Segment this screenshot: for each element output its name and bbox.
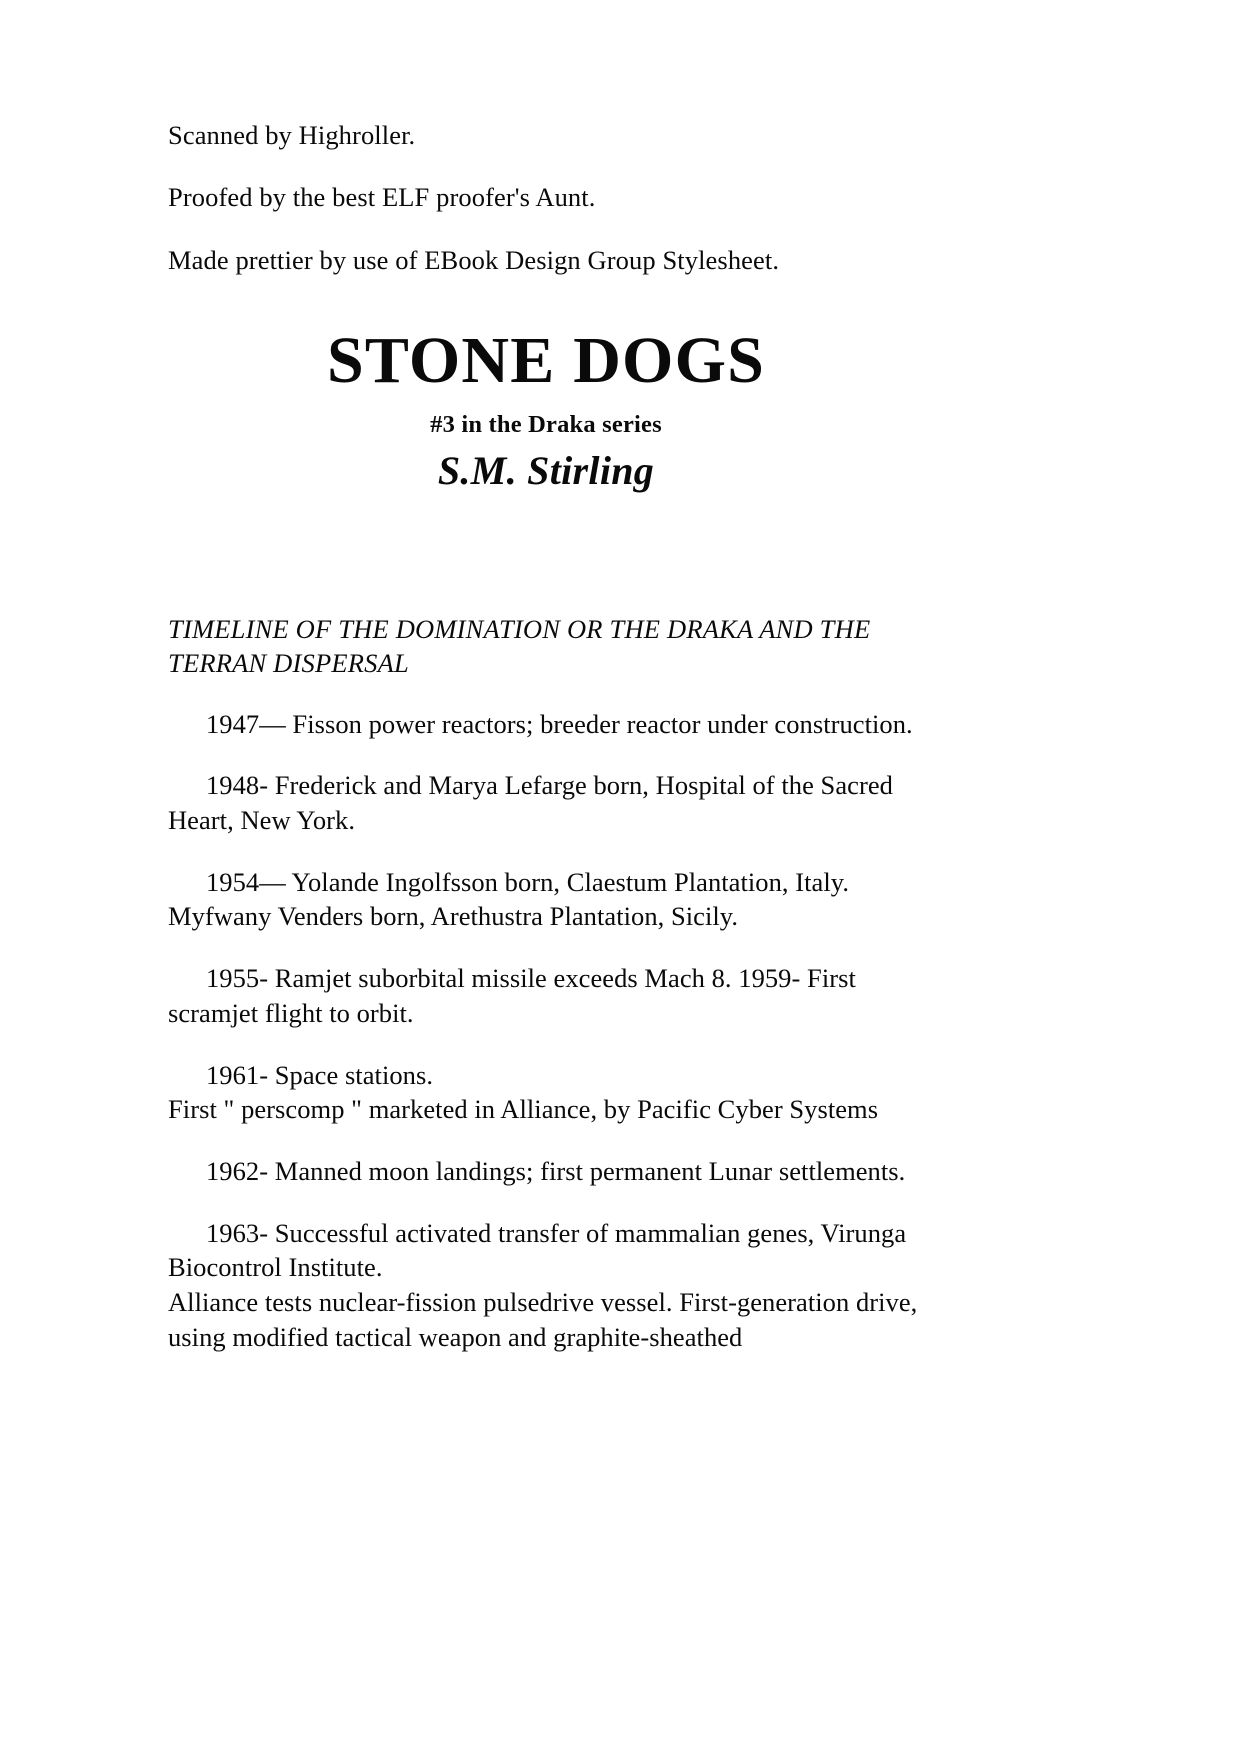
title-block — [168, 324, 924, 493]
credit-line-stylesheet: Made prettier by use of EBook Design Group Stylesheet. — [168, 244, 780, 275]
timeline-entry — [168, 865, 924, 934]
series-subtitle: #3 in the Draka series — [430, 410, 662, 438]
timeline-entry-line: 1947— Fisson power reactors; breeder reactor under construction. — [206, 708, 913, 739]
timeline-entry-line: 1948- Frederick and Marya Lefarge born, Hospital of the Sacred Heart, New York. — [168, 770, 893, 836]
timeline-entry-line: First " perscomp " marketed in Alliance, by Pacific Cyber Systems — [168, 1094, 879, 1125]
timeline-entry-line: 1954— Yolande Ingolfsson born, Claestum Plantation, Italy. Myfwany Venders born, Arethustra Plantation, Sicily. — [168, 866, 850, 932]
page-content — [168, 118, 924, 1381]
author-name: S.M. Stirling — [437, 447, 655, 493]
timeline-entry-line: Alliance tests nuclear-fission pulsedrive vessel. First-generation drive, using modified tactical weapon and graphite-sheathed — [168, 1287, 918, 1352]
timeline-entry-line: 1955- Ramjet suborbital missile exceeds Mach 8. 1959- First scramjet flight to orbit. — [168, 963, 856, 1028]
timeline-entry-line: 1962- Manned moon landings; first permanent Lunar settlements. — [206, 1155, 906, 1186]
front-matter-block — [168, 118, 924, 277]
timeline-entry — [168, 768, 924, 837]
timeline-entry — [168, 1216, 924, 1355]
timeline-heading: TIMELINE OF THE DOMINATION OR THE DRAKA AND THE TERRAN DISPERSAL — [168, 613, 871, 679]
timeline-entry — [168, 961, 924, 1030]
page-title: STONE DOGS — [326, 324, 766, 398]
timeline-entry-line: 1963- Successful activated transfer of mammalian genes, Virunga Biocontrol Institute. — [168, 1217, 907, 1283]
timeline-entry — [168, 1058, 924, 1127]
timeline-entry-line: 1961- Space stations. — [206, 1059, 433, 1090]
timeline-entry — [168, 1154, 924, 1189]
credit-line-scanned: Scanned by Highroller. — [168, 120, 416, 150]
timeline-entry — [168, 707, 924, 742]
timeline-section — [168, 612, 924, 1355]
credit-line-proofed: Proofed by the best ELF proofer's Aunt. — [168, 182, 596, 213]
